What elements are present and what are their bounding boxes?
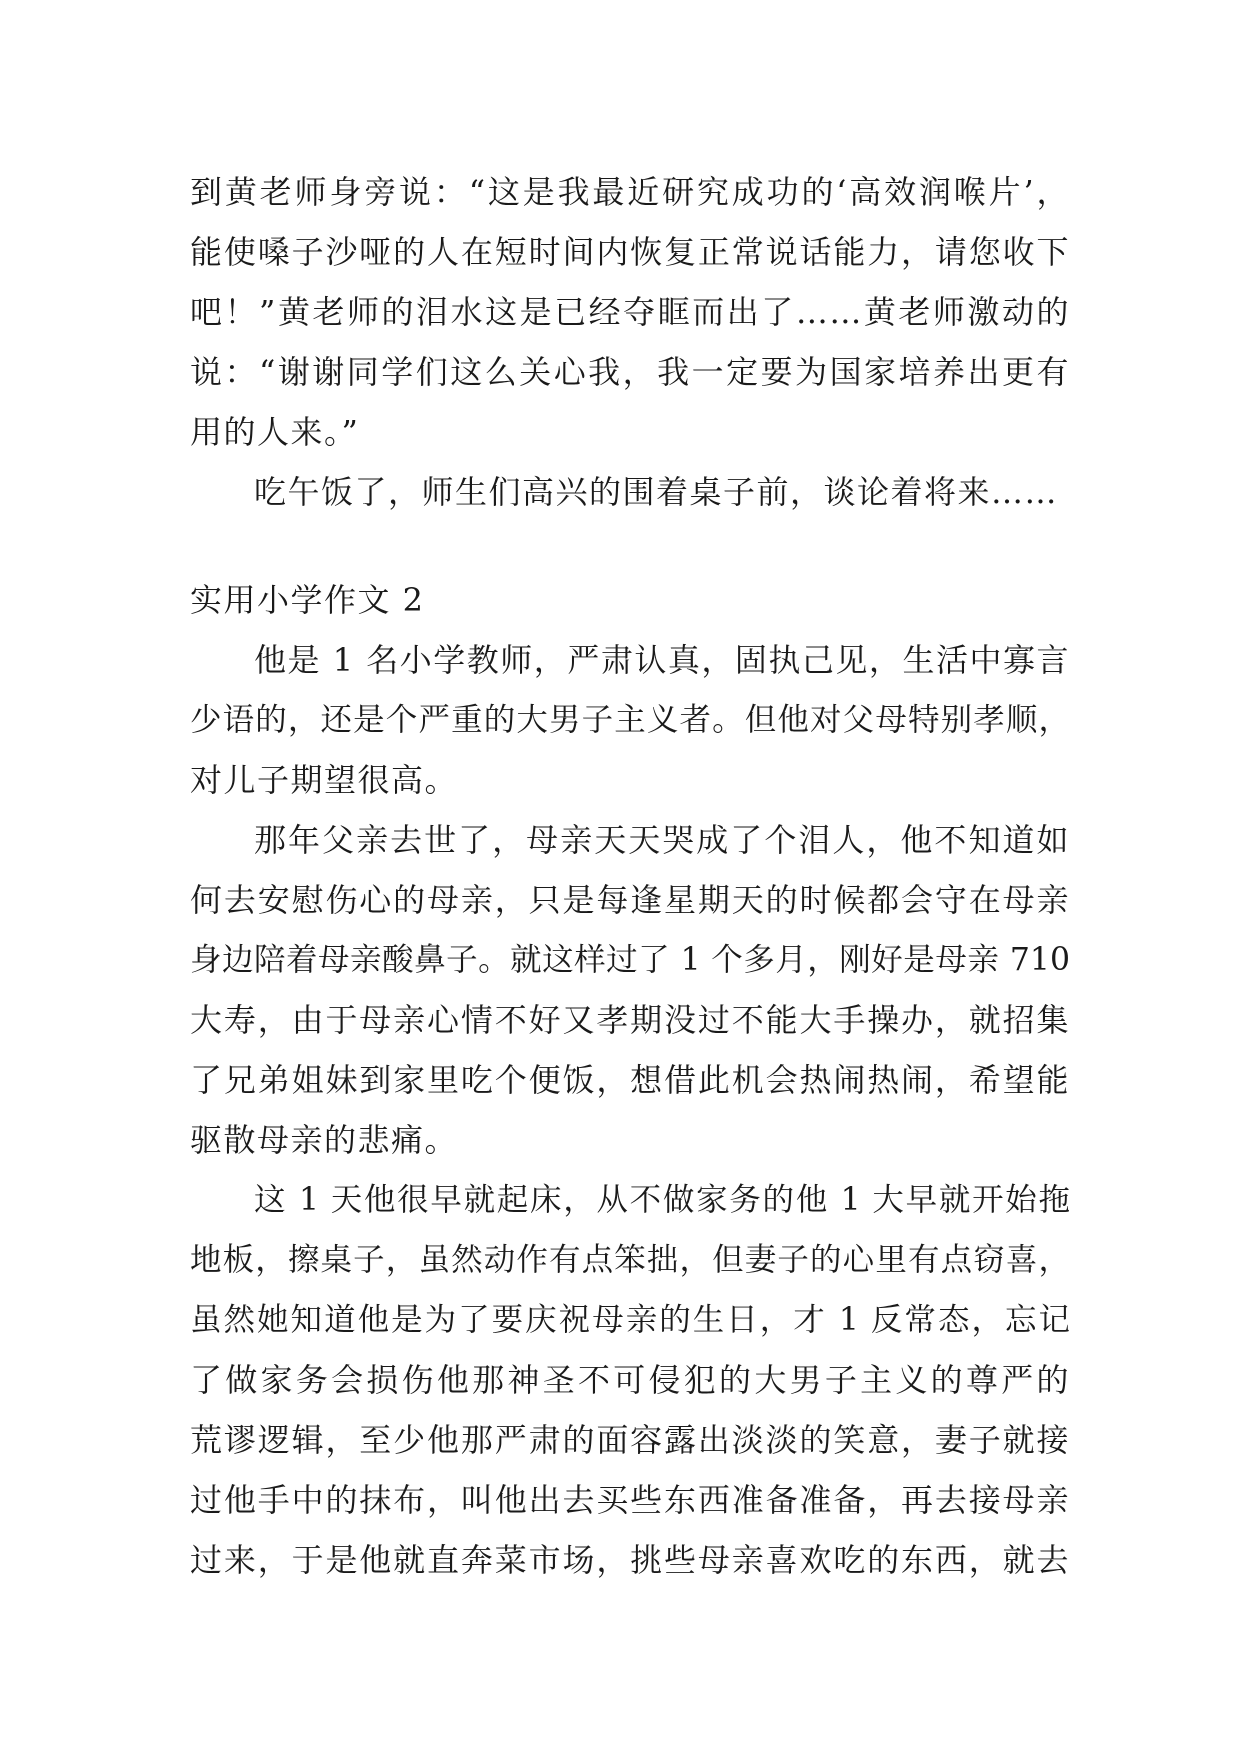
text-line: 说：“谢谢同学们这么关心我，我一定要为国家培养出更有	[190, 353, 1070, 391]
text-line: 对儿子期望很高。	[190, 761, 459, 799]
text-line: 到黄老师身旁说：“这是我最近研究成功的‘高效润喉片’，	[190, 173, 1070, 211]
text-line: 少语的，还是个严重的大男子主义者。但他对父母特别孝顺，	[190, 702, 1070, 738]
text-line: 过来，于是他就直奔菜市场，挑些母亲喜欢吃的东西，就去	[190, 1541, 1070, 1579]
text-line: 那年父亲去世了，母亲天天哭成了个泪人，他不知道如	[254, 821, 1070, 859]
text-line: 虽然她知道他是为了要庆祝母亲的生日，才 1 反常态，忘记	[190, 1302, 1070, 1338]
text-line: 驱散母亲的悲痛。	[190, 1121, 459, 1159]
text-line: 能使嗓子沙哑的人在短时间内恢复正常说话能力，请您收下	[190, 233, 1070, 271]
text-line: 身边陪着母亲酸鼻子。就这样过了 1 个多月，刚好是母亲 710	[190, 942, 1070, 978]
text-line: 了兄弟姐妹到家里吃个便饭，想借此机会热闹热闹，希望能	[190, 1061, 1070, 1099]
text-line: 荒谬逻辑，至少他那严肃的面容露出淡淡的笑意，妻子就接	[190, 1421, 1070, 1459]
text-line: 这 1 天他很早就起床，从不做家务的他 1 大早就开始拖	[254, 1182, 1070, 1218]
text-line: 他是 1 名小学教师，严肃认真，固执己见，生活中寡言	[254, 641, 1070, 679]
text-line: 用的人来。”	[190, 413, 360, 451]
text-line: 吧！”黄老师的泪水这是已经夺眶而出了……黄老师激动的	[190, 293, 1070, 331]
text-line: 何去安慰伤心的母亲，只是每逢星期天的时候都会守在母亲	[190, 881, 1070, 919]
text-line: 地板，擦桌子，虽然动作有点笨拙，但妻子的心里有点窃喜，	[190, 1242, 1070, 1278]
text-line: 大寿，由于母亲心情不好又孝期没过不能大手操办，就招集	[190, 1001, 1070, 1039]
text-line: 了做家务会损伤他那神圣不可侵犯的大男子主义的尊严的	[190, 1361, 1070, 1399]
section-heading: 实用小学作文 2	[190, 581, 425, 619]
text-line: 吃午饭了，师生们高兴的围着桌子前，谈论着将来……	[254, 473, 1059, 511]
text-line: 过他手中的抹布，叫他出去买些东西准备准备，再去接母亲	[190, 1481, 1070, 1519]
